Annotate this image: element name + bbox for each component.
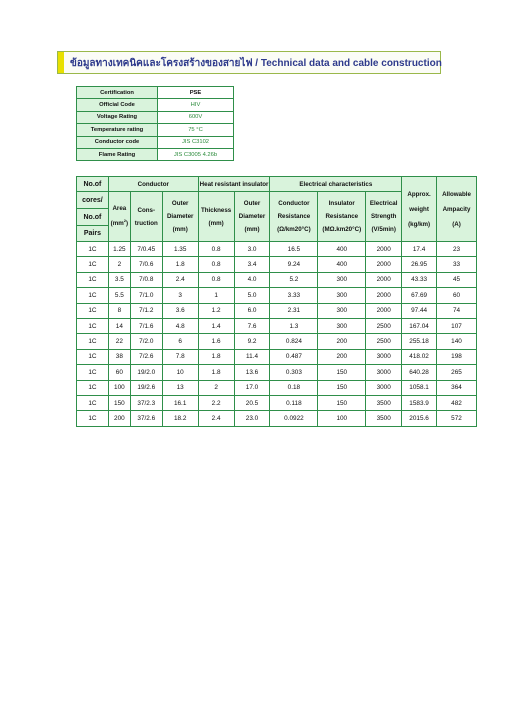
cell-outer-diameter: 1.8 [162,257,198,272]
header-truction: truction [134,219,158,227]
spec-value: HIV [158,99,234,111]
spec-row [77,124,234,136]
cell-area: 38 [108,349,130,364]
cell-conductor-resistance: 3.33 [270,288,318,303]
spec-label: Certification [77,87,158,99]
table-row [77,257,477,272]
cell-electrical-strength: 2000 [366,288,402,303]
cell-weight: 97.44 [402,303,437,318]
cell-insulator-outer-diameter: 9.2 [234,334,270,349]
cell-cores: 1C [77,272,109,287]
cell-construction: 7/1.6 [130,318,162,333]
cell-thickness: 0.8 [198,257,234,272]
cell-weight: 26.95 [402,257,437,272]
cell-outer-diameter: 7.8 [162,349,198,364]
cell-insulator-resistance: 300 [318,288,366,303]
header-area [108,192,130,242]
cell-area: 1.25 [108,242,130,257]
cell-area: 14 [108,318,130,333]
cell-insulator-outer-diameter: 11.4 [234,349,270,364]
header-strength-unit: (V/5min) [371,226,396,233]
cell-conductor-resistance: 0.0922 [270,411,318,426]
cell-outer-diameter: 2.4 [162,272,198,287]
header-allowable-ampacity [437,177,477,242]
cell-thickness: 2 [198,380,234,395]
header-no-of: No.of [77,177,109,192]
header-electrical-characteristics: Electrical characteristics [270,177,402,192]
cell-conductor-resistance: 0.824 [270,334,318,349]
header-ins-res-unit: (MΩ.km20°C) [322,226,362,233]
spec-row [77,111,234,123]
cell-outer-diameter: 4.8 [162,318,198,333]
cell-cores: 1C [77,380,109,395]
header-diameter2: Diameter [238,213,266,220]
cell-conductor-resistance: 5.2 [270,272,318,287]
cell-electrical-strength: 3000 [366,349,402,364]
title-banner [57,51,441,74]
cell-cores: 1C [77,334,109,349]
cell-construction: 7/2.6 [130,349,162,364]
page-title: ข้อมูลทางเทคนิคและโครงสร้างของสายไฟ / Technical data and cable construction [70,58,442,69]
header-electrical: Electrical [369,200,398,207]
header-weight-unit: (kg/km) [408,220,431,228]
cell-insulator-outer-diameter: 17.0 [234,380,270,395]
cell-ampacity: 23 [437,242,477,257]
cell-cores: 1C [77,318,109,333]
header-cond-res-unit: (Ω/km20°C) [277,226,311,233]
header-electrical-strength [366,192,402,242]
header-cons: Cons- [137,206,156,214]
cell-insulator-resistance: 300 [318,272,366,287]
cell-weight: 1583.9 [402,395,437,410]
header-ampacity: Ampacity [442,205,471,213]
cell-insulator-resistance: 150 [318,365,366,380]
header-pairs: Pairs [77,226,109,242]
spec-value: JIS C3102 [158,136,234,148]
header-strength: Strength [370,213,397,220]
table-row [77,318,477,333]
cell-construction: 7/2.0 [130,334,162,349]
cell-outer-diameter: 3 [162,288,198,303]
cell-ampacity: 572 [437,411,477,426]
cell-electrical-strength: 3500 [366,411,402,426]
cell-thickness: 1.8 [198,349,234,364]
cell-thickness: 2.2 [198,395,234,410]
cell-insulator-resistance: 100 [318,411,366,426]
cell-electrical-strength: 2000 [366,257,402,272]
cell-construction: 7/0.45 [130,242,162,257]
table-row [77,303,477,318]
cell-cores: 1C [77,365,109,380]
cell-weight: 43.33 [402,272,437,287]
cell-area: 5.5 [108,288,130,303]
cell-construction: 37/2.3 [130,395,162,410]
spec-value: PSE [158,87,234,99]
cell-electrical-strength: 3000 [366,365,402,380]
spec-label: Voltage Rating [77,111,158,123]
cell-insulator-outer-diameter: 7.6 [234,318,270,333]
cell-construction: 37/2.6 [130,411,162,426]
cell-ampacity: 33 [437,257,477,272]
cell-insulator-resistance: 150 [318,395,366,410]
cell-insulator-resistance: 150 [318,380,366,395]
header-mm2: (mm) [244,226,260,233]
header-insulator-outer-diameter [234,192,270,242]
cell-thickness: 1.6 [198,334,234,349]
cell-cores: 1C [77,303,109,318]
header-cores: cores/ [77,192,109,209]
cell-cores: 1C [77,257,109,272]
header-thickness-label: Thickness [200,206,232,214]
cell-weight: 2015.6 [402,411,437,426]
spec-row [77,87,234,99]
cell-insulator-outer-diameter: 5.0 [234,288,270,303]
cell-construction: 7/1.0 [130,288,162,303]
cell-weight: 67.69 [402,288,437,303]
cell-insulator-outer-diameter: 13.6 [234,365,270,380]
cell-conductor-resistance: 0.18 [270,380,318,395]
cell-construction: 7/0.8 [130,272,162,287]
header-ampacity-unit: (A) [452,220,461,228]
cell-insulator-resistance: 200 [318,349,366,364]
cell-thickness: 1.8 [198,365,234,380]
table-row [77,395,477,410]
cell-area: 200 [108,411,130,426]
header-approx-weight [402,177,437,242]
cell-outer-diameter: 10 [162,365,198,380]
header-approx: Approx. [407,190,431,198]
cell-electrical-strength: 2500 [366,334,402,349]
cell-outer-diameter: 13 [162,380,198,395]
cell-outer-diameter: 18.2 [162,411,198,426]
cell-area: 3.5 [108,272,130,287]
cell-thickness: 1.2 [198,303,234,318]
title-accent-bar [58,52,64,73]
cell-insulator-outer-diameter: 23.0 [234,411,270,426]
cell-weight: 418.02 [402,349,437,364]
header-outer-diameter [162,192,198,242]
header-insulator-resistance [318,192,366,242]
cell-electrical-strength: 2000 [366,272,402,287]
table-row [77,411,477,426]
header-outer2: Outer [243,200,261,207]
table-row [77,334,477,349]
header-outer: Outer [171,200,189,207]
cell-area: 150 [108,395,130,410]
cell-insulator-resistance: 300 [318,303,366,318]
cell-thickness: 1.4 [198,318,234,333]
table-row [77,365,477,380]
cell-thickness: 2.4 [198,411,234,426]
cell-cores: 1C [77,349,109,364]
header-conductor: Conductor [108,177,198,192]
cell-cores: 1C [77,242,109,257]
cell-outer-diameter: 16.1 [162,395,198,410]
cell-ampacity: 364 [437,380,477,395]
cell-electrical-strength: 2500 [366,318,402,333]
cell-electrical-strength: 2000 [366,242,402,257]
cell-construction: 7/1.2 [130,303,162,318]
cell-conductor-resistance: 0.118 [270,395,318,410]
cell-insulator-outer-diameter: 6.0 [234,303,270,318]
spec-value: 600V [158,111,234,123]
spec-row [77,136,234,148]
cell-insulator-outer-diameter: 3.0 [234,242,270,257]
header-resistance2: Resistance [325,213,359,220]
cell-insulator-resistance: 400 [318,257,366,272]
cell-area: 22 [108,334,130,349]
cell-insulator-resistance: 200 [318,334,366,349]
cell-ampacity: 140 [437,334,477,349]
cell-construction: 7/0.6 [130,257,162,272]
cell-ampacity: 482 [437,395,477,410]
header-construction [130,192,162,242]
spec-value: 75 °C [158,124,234,136]
cell-ampacity: 107 [437,318,477,333]
header-no-of-2: No.of [77,209,109,226]
header-diameter: Diameter [166,213,194,220]
cell-ampacity: 74 [437,303,477,318]
cell-ampacity: 60 [437,288,477,303]
spec-table [76,86,234,161]
cell-thickness: 0.8 [198,272,234,287]
cell-weight: 167.04 [402,318,437,333]
cell-ampacity: 265 [437,365,477,380]
spec-label: Official Code [77,99,158,111]
cell-area: 60 [108,365,130,380]
cell-weight: 255.18 [402,334,437,349]
cell-ampacity: 198 [437,349,477,364]
cell-cores: 1C [77,411,109,426]
header-allowable: Allowable [442,190,471,198]
cell-insulator-outer-diameter: 20.5 [234,395,270,410]
cell-area: 8 [108,303,130,318]
header-conductor-resistance [270,192,318,242]
cell-area: 2 [108,257,130,272]
spec-row [77,99,234,111]
cell-thickness: 1 [198,288,234,303]
spec-label: Flame Rating [77,148,158,160]
cell-outer-diameter: 6 [162,334,198,349]
cell-conductor-resistance: 0.487 [270,349,318,364]
cell-thickness: 0.8 [198,242,234,257]
header-resistance: Resistance [277,213,311,220]
spec-value: JIS C3005 4.26b [158,148,234,160]
cell-insulator-resistance: 300 [318,318,366,333]
cell-electrical-strength: 2000 [366,303,402,318]
header-area-unit: $(mm^2)$ [110,218,129,228]
cell-conductor-resistance: 9.24 [270,257,318,272]
header-thickness [198,192,234,242]
cell-insulator-outer-diameter: 4.0 [234,272,270,287]
cell-electrical-strength: 3500 [366,395,402,410]
cell-construction: 19/2.6 [130,380,162,395]
cell-cores: 1C [77,395,109,410]
table-row [77,288,477,303]
cell-weight: 640.28 [402,365,437,380]
header-thickness-unit: (mm) [208,219,224,227]
cell-conductor-resistance: 0.303 [270,365,318,380]
cell-weight: 1058.1 [402,380,437,395]
cell-outer-diameter: 3.6 [162,303,198,318]
cell-conductor-resistance: 2.31 [270,303,318,318]
header-conductor2: Conductor [278,200,310,207]
spec-row [77,148,234,160]
cell-cores: 1C [77,288,109,303]
cell-construction: 19/2.0 [130,365,162,380]
spec-label: Temperature rating [77,124,158,136]
cell-area: 100 [108,380,130,395]
cell-insulator-outer-diameter: 3.4 [234,257,270,272]
table-row [77,349,477,364]
cell-conductor-resistance: 1.3 [270,318,318,333]
cell-outer-diameter: 1.35 [162,242,198,257]
cell-ampacity: 45 [437,272,477,287]
cell-conductor-resistance: 16.5 [270,242,318,257]
cell-insulator-resistance: 400 [318,242,366,257]
header-area-label: Area [112,205,127,213]
table-row [77,380,477,395]
table-row [77,272,477,287]
cell-electrical-strength: 3000 [366,380,402,395]
spec-label: Conductor code [77,136,158,148]
cell-weight: 17.4 [402,242,437,257]
technical-data-table [76,176,477,427]
header-mm: (mm) [172,226,188,233]
table-row [77,242,477,257]
header-insulator: Insulator [328,200,355,207]
header-weight: weight [409,205,429,213]
header-heat-resistant-insulator: Heat resistant insulator [198,177,270,192]
